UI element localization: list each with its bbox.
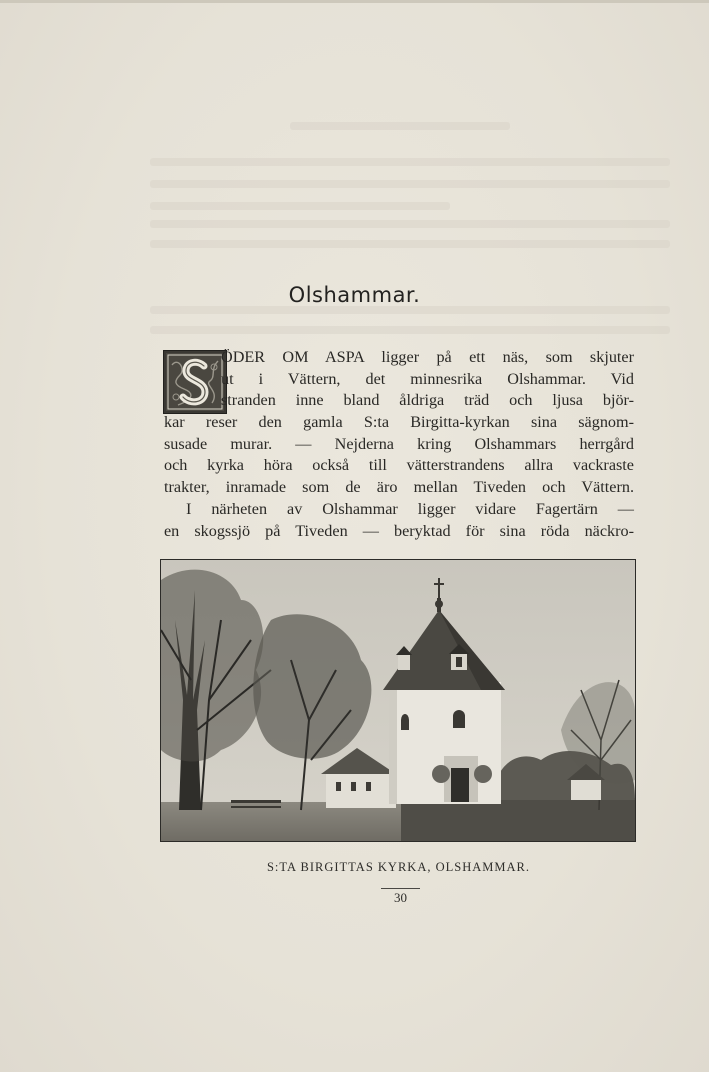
show-through-line <box>150 326 670 334</box>
body-paragraph <box>164 347 634 542</box>
text-line: ut i Vättern, det minnesrika Olshammar. Vid <box>221 369 634 388</box>
text-line: stranden inne bland åldriga träd och ljusa björ- <box>221 391 634 410</box>
text-line: I närheten av Olshammar ligger vidare Fagertärn — <box>186 499 634 518</box>
text-line: en skogssjö på Tiveden — beryktad för sina röda näckro- <box>164 521 634 540</box>
text-line: trakter, inramade som de äro mellan Tiveden och Vättern. <box>164 478 634 497</box>
show-through-line <box>150 180 670 188</box>
photo-caption: S:TA BIRGITTAS KYRKA, OLSHAMMAR. <box>266 860 530 874</box>
church-illustration <box>161 560 635 841</box>
page-top-edge <box>0 0 709 3</box>
text-line: och kyrka höra också till vätterstrandens allra vackraste <box>164 456 634 475</box>
page-number-rule <box>381 888 420 889</box>
text-line: susade murar. — Nejderna kring Olshammars herrgård <box>164 434 634 453</box>
show-through-line <box>150 306 670 314</box>
text-line: kar reser den gamla S:ta Birgitta-kyrkan sina sägnom- <box>164 413 634 432</box>
text-line: ÖDER OM ASPA ligger på ett näs, som skjuter <box>221 348 634 366</box>
show-through-line <box>150 240 670 248</box>
show-through-line <box>150 158 670 166</box>
page-title: Olshammar. <box>288 283 421 307</box>
page-number: 30 <box>394 890 407 905</box>
show-through-line <box>290 122 510 130</box>
church-photograph <box>160 559 636 842</box>
show-through-line <box>150 202 450 210</box>
show-through-line <box>150 220 670 228</box>
